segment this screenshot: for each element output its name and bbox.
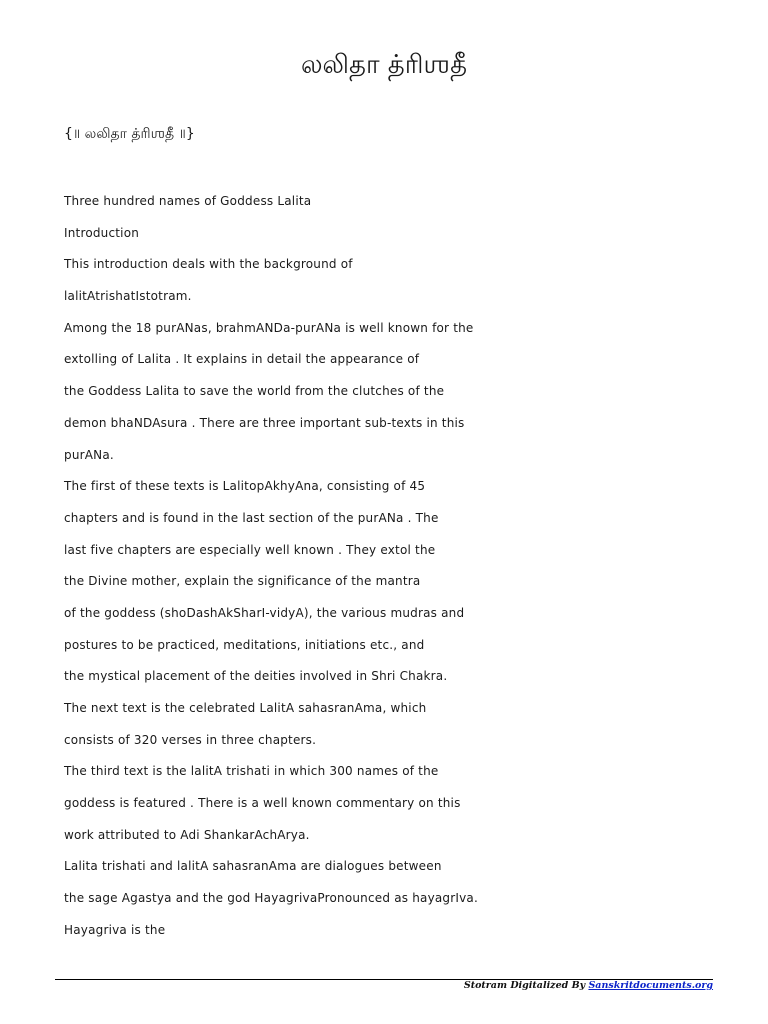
text-line: extolling of Lalita . It explains in detail the appearance of	[64, 352, 420, 367]
text-line: the Divine mother, explain the significance of the mantra	[64, 574, 421, 589]
text-line: The first of these texts is LalitopAkhyAna, consisting of 45	[64, 479, 426, 494]
text-line: goddess is featured . There is a well known commentary on this	[64, 796, 461, 811]
footer-credit-prefix: Stotram Digitalized By	[463, 980, 589, 991]
text-line: chapters and is found in the last section of the purANa . The	[64, 510, 439, 525]
text-line: Introduction	[64, 225, 140, 240]
text-line: The third text is the lalitA trishati in which 300 names of the	[64, 764, 439, 779]
page-title: லலிதா த்ரிஶதீ	[300, 50, 468, 80]
text-line: the sage Agastya and the god HayagrivaPronounced as hayagrIva.	[64, 891, 478, 906]
document-subtitle: {॥ லலிதா த்ரிஶதீ ॥}	[64, 126, 195, 142]
text-line: postures to be practiced, meditations, initiations etc., and	[64, 637, 425, 652]
text-line: Lalita trishati and lalitA sahasranAma are dialogues between	[64, 859, 442, 874]
text-line: the Goddess Lalita to save the world from the clutches of the	[64, 384, 445, 399]
text-line: the mystical placement of the deities involved in Shri Chakra.	[64, 669, 448, 684]
body-text	[64, 192, 504, 953]
text-line: lalitAtrishatIstotram.	[64, 289, 192, 304]
text-line: This introduction deals with the background of	[64, 257, 353, 272]
footer-credit	[464, 980, 713, 991]
text-line: Three hundred names of Goddess Lalita	[64, 194, 312, 208]
sanskritdocuments-link[interactable]: Sanskritdocuments.org	[588, 980, 713, 991]
text-line: consists of 320 verses in three chapters.	[64, 732, 317, 747]
text-line: demon bhaNDAsura . There are three important sub-texts in this	[64, 415, 465, 430]
text-line: of the goddess (shoDashAkSharI-vidyA), the various mudras and	[64, 605, 465, 620]
text-line: The next text is the celebrated LalitA sahasranAma, which	[64, 701, 427, 715]
text-line: Hayagriva is the	[64, 922, 166, 937]
text-line: work attributed to Adi ShankarAchArya.	[64, 827, 310, 842]
text-line: last five chapters are especially well known . They extol the	[64, 542, 436, 557]
text-line: Among the 18 purANas, brahmANDa-purANa is well known for the	[64, 320, 474, 335]
text-line: purANa.	[64, 447, 114, 462]
